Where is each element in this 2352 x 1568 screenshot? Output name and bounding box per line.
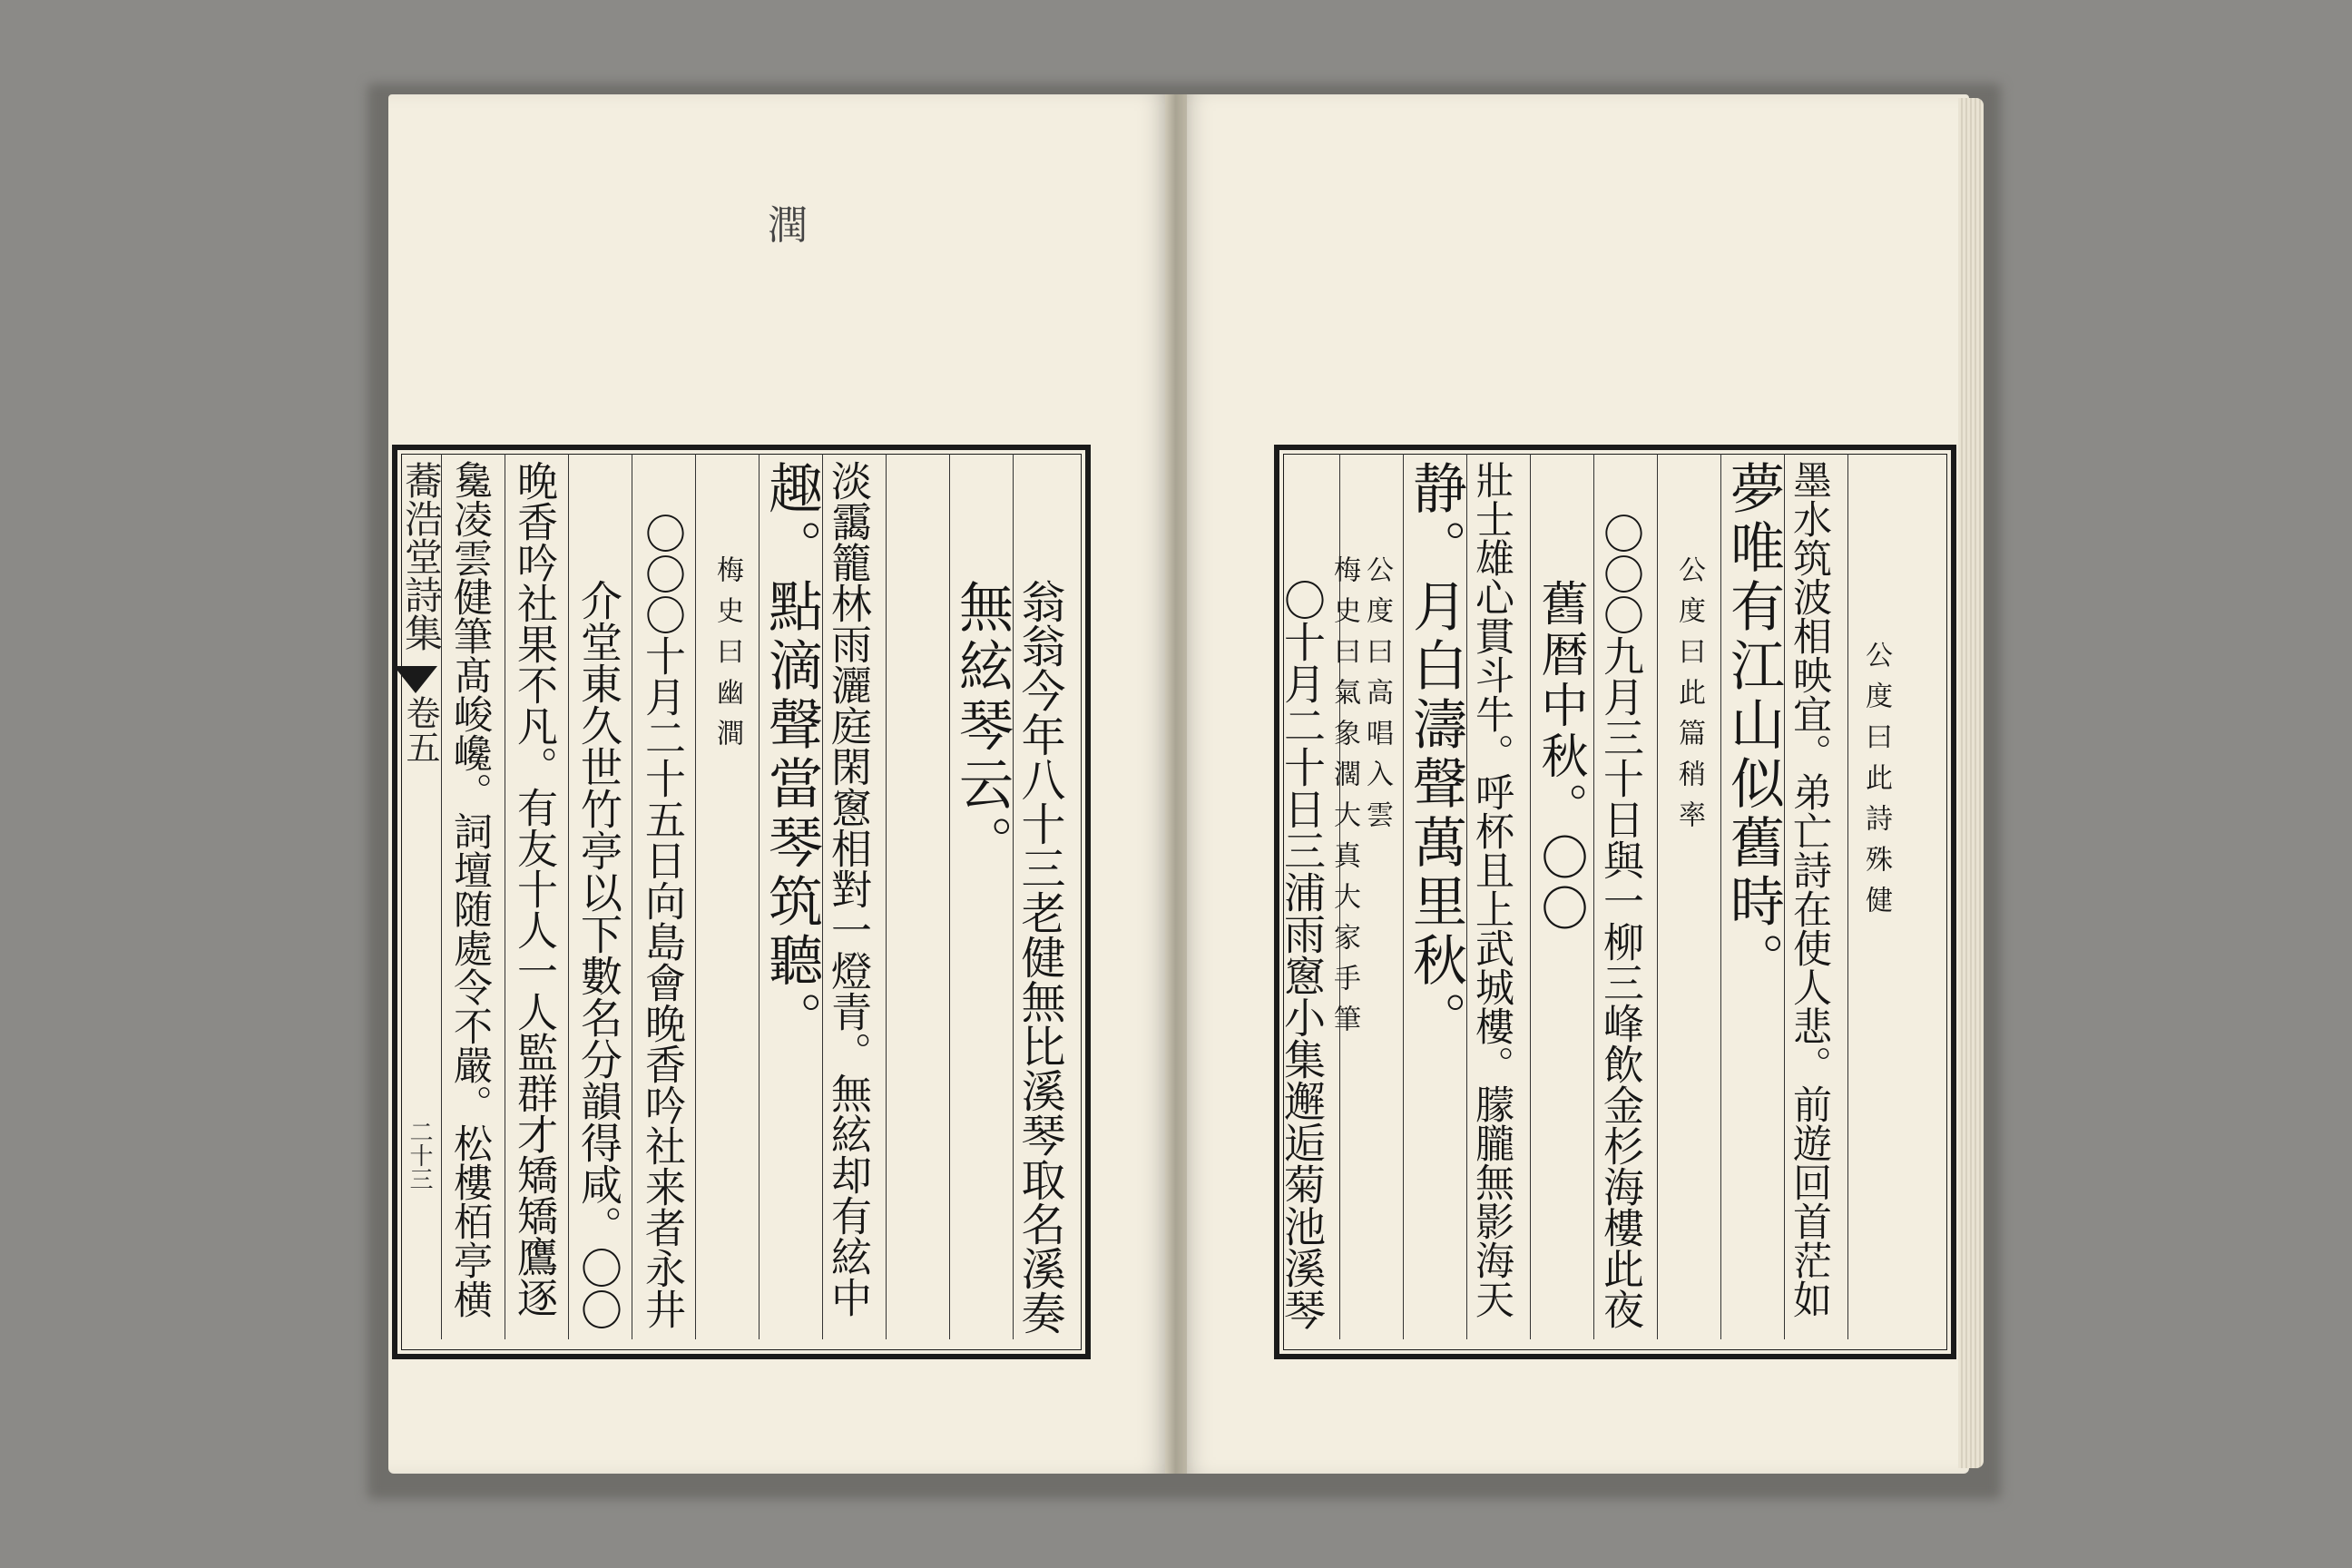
commentary-column: 公度曰高唱入雲 <box>1361 555 1393 841</box>
text-column: 墨水筑波相映宜。弟亡詩在使人悲。前遊回首茫如 <box>1787 460 1832 1318</box>
column-rule <box>695 454 696 1339</box>
column-rule <box>441 454 442 1339</box>
text-column: 無絃琴云。 <box>950 579 1014 874</box>
commentary-column: 公度曰此篇稍率 <box>1673 555 1705 841</box>
text-column: 毚凌雲健筆髙峻巉。詞壇随處令不嚴。松樓栢亭横 <box>447 460 493 1318</box>
text-column: 夢唯有江山似舊時。 <box>1721 460 1785 991</box>
text-column: 壯士雄心貫斗牛。呼杯且上武城樓。朦朧無影海天 <box>1469 460 1514 1318</box>
left-fold-margin <box>392 445 444 1348</box>
commentary-column: 公度曰此詩殊健 <box>1860 641 1892 926</box>
book-gutter <box>1165 94 1187 1474</box>
column-rule <box>1847 454 1848 1339</box>
page-edges <box>1958 98 1984 1468</box>
text-column: 趣。點滴聲當琴筑聽。 <box>760 460 823 1050</box>
ownership-stamp: 潤 <box>768 202 808 249</box>
poem-heading: 舊暦中秋。〇〇 <box>1533 579 1587 935</box>
column-rule <box>1593 454 1594 1339</box>
poem-heading: 〇十月二十日三浦雨窻小集邂逅菊池溪琴 <box>1278 579 1327 1330</box>
poem-heading: 介堂東久世竹亭以下數名分韻得咸。〇〇 <box>574 579 623 1330</box>
commentary-column: 梅史曰氣象濶大真大家手筆 <box>1328 555 1360 1045</box>
fold-collection-title: 蕎浩堂詩集 <box>399 461 444 652</box>
text-column: 静。月白濤聲萬里秋。 <box>1404 460 1467 1050</box>
text-column: 淡靄籠林雨灑庭閑窻相對一燈青。無絃却有絃中 <box>824 460 872 1318</box>
text-column: 晚香吟社果不凡。有友十人一人監群才矯矯鷹逐 <box>510 460 558 1318</box>
commentary-column: 梅史曰幽澗 <box>711 555 743 760</box>
column-rule <box>886 454 887 1339</box>
column-rule <box>1530 454 1531 1339</box>
text-column: 翁翁今年八十三老健無比溪琴取名溪奏 <box>1014 579 1066 1335</box>
column-rule <box>568 454 569 1339</box>
fold-page-number: 二十三 <box>406 1120 433 1191</box>
poem-heading: 〇〇〇九月三十日與一柳三峰飲金杉海樓此夜 <box>1596 513 1644 1329</box>
fishtail-ornament <box>394 666 437 693</box>
column-rule <box>1657 454 1658 1339</box>
fold-volume-number: 卷五 <box>400 695 440 764</box>
poem-heading: 〇〇〇十月二十五日向島會晚香吟社来者永井 <box>638 513 686 1329</box>
